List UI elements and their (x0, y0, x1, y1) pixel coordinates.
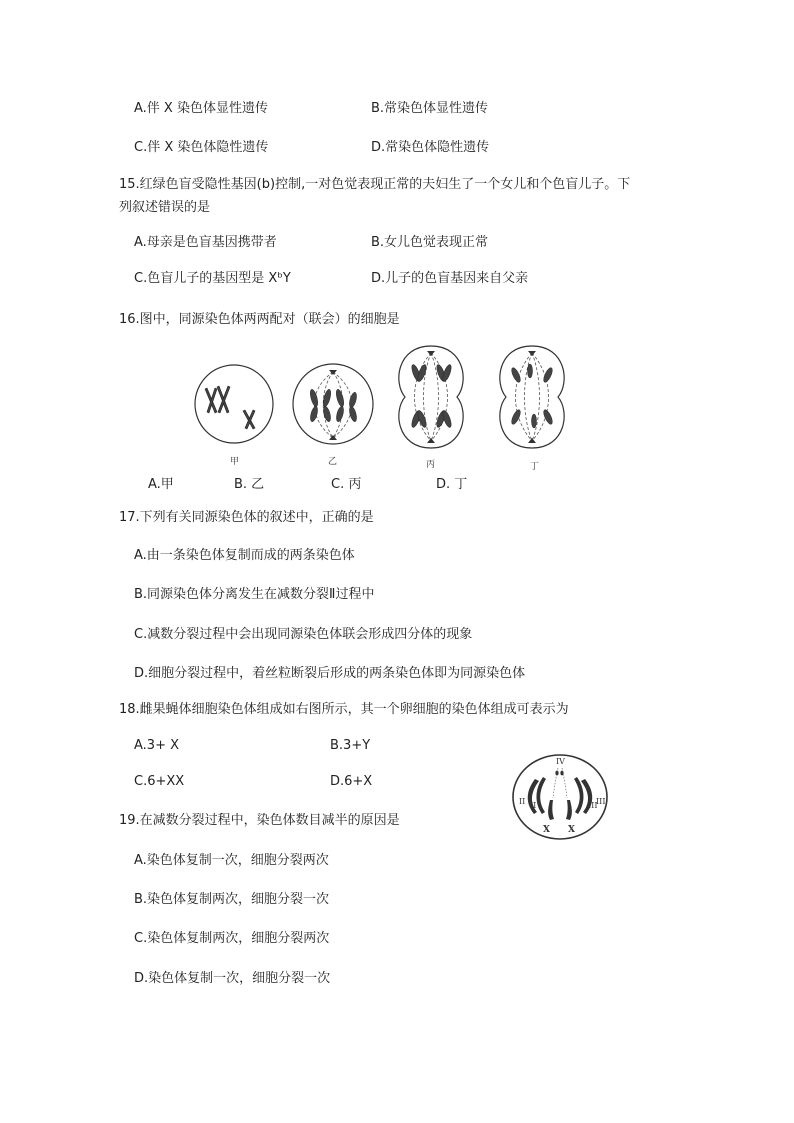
cell-ding-figure (496, 343, 568, 451)
label-iv: IV (556, 757, 565, 766)
q18-option-a[interactable]: A.3+ X (134, 738, 179, 753)
centrosome-bottom (427, 438, 435, 443)
spindle-fibers (314, 372, 352, 438)
label-ii-inner: II (530, 801, 537, 810)
centrosome-top (329, 370, 337, 375)
q15-option-c[interactable]: C.色盲儿子的基因型是 XᵇY (134, 271, 291, 286)
q17-option-c[interactable]: C.减数分裂过程中会出现同源染色体联会形成四分体的现象 (134, 627, 473, 642)
q19-option-d[interactable]: D.染色体复制一次，细胞分裂一次 (134, 971, 331, 986)
label-iii-inner: III (588, 801, 598, 810)
separating-chromosomes (410, 364, 453, 429)
q15-option-d[interactable]: D.儿子的色盲基因来自父亲 (371, 271, 529, 286)
q16-option-b[interactable]: B. 乙 (234, 477, 265, 492)
q15-stem-line1: 15.红绿色盲受隐性基因(b)控制,一对色觉表现正常的夫妇生了一个女儿和个色盲儿子。下 (119, 177, 631, 192)
centrosome-bottom (528, 438, 536, 443)
label-ii-outer: II (519, 797, 526, 806)
q14-option-b[interactable]: B.常染色体显性遗传 (371, 101, 489, 116)
q18-option-b[interactable]: B.3+Y (330, 738, 371, 753)
q18-option-d[interactable]: D.6+X (330, 774, 373, 789)
q18-stem: 18.雌果蝇体细胞染色体组成如右图所示，其一个卵细胞的染色体组成可表示为 (119, 702, 569, 717)
cell-jia-label: 甲 (230, 457, 240, 467)
q18-option-c[interactable]: C.6+XX (134, 774, 185, 789)
cell-yi-figure (290, 360, 376, 448)
separating-chromatids (510, 364, 554, 428)
label-x-right: X (568, 825, 575, 835)
q16-option-d[interactable]: D. 丁 (436, 477, 468, 492)
cell-jia-figure (193, 360, 275, 448)
q16-stem: 16.图中，同源染色体两两配对（联会）的细胞是 (119, 312, 400, 327)
centrosome-top (528, 351, 536, 356)
q17-stem: 17.下列有关同源染色体的叙述中，正确的是 (119, 510, 374, 525)
centrosome-top (427, 351, 435, 356)
q19-stem: 19.在减数分裂过程中，染色体数目减半的原因是 (119, 813, 400, 828)
q16-option-c[interactable]: C. 丙 (331, 477, 362, 492)
label-x-left: X (543, 825, 550, 835)
q19-option-b[interactable]: B.染色体复制两次，细胞分裂一次 (134, 892, 330, 907)
q14-option-d[interactable]: D.常染色体隐性遗传 (371, 140, 490, 155)
cell-bing-label: 丙 (426, 460, 436, 470)
q19-option-c[interactable]: C.染色体复制两次，细胞分裂两次 (134, 931, 330, 946)
q14-option-a[interactable]: A.伴 X 染色体显性遗传 (134, 101, 268, 116)
q17-option-b[interactable]: B.同源染色体分离发生在减数分裂Ⅱ过程中 (134, 587, 375, 602)
sex-chromosomes (548, 800, 572, 820)
q14-option-c[interactable]: C.伴 X 染色体隐性遗传 (134, 140, 269, 155)
q16-option-a[interactable]: A.甲 (148, 477, 174, 492)
chromosome-pair (205, 386, 255, 429)
q17-option-d[interactable]: D.细胞分裂过程中，着丝粒断裂后形成的两条染色体即为同源染色体 (134, 666, 526, 681)
q19-option-a[interactable]: A.染色体复制一次，细胞分裂两次 (134, 853, 329, 868)
q15-option-b[interactable]: B.女儿色觉表现正常 (371, 235, 489, 250)
fruit-fly-karyotype-figure (510, 752, 610, 842)
q17-option-a[interactable]: A.由一条染色体复制而成的两条染色体 (134, 548, 355, 563)
q15-stem-line2: 列叙述错误的是 (119, 200, 211, 215)
cell-yi-label: 乙 (328, 457, 338, 467)
autosomes (528, 771, 593, 814)
spindle-fibers (415, 353, 448, 441)
cell-bing-figure (395, 343, 467, 451)
label-iii-outer: III (596, 797, 606, 806)
cell-ding-label: 丁 (530, 462, 540, 472)
q15-option-a[interactable]: A.母亲是色盲基因携带者 (134, 235, 277, 250)
